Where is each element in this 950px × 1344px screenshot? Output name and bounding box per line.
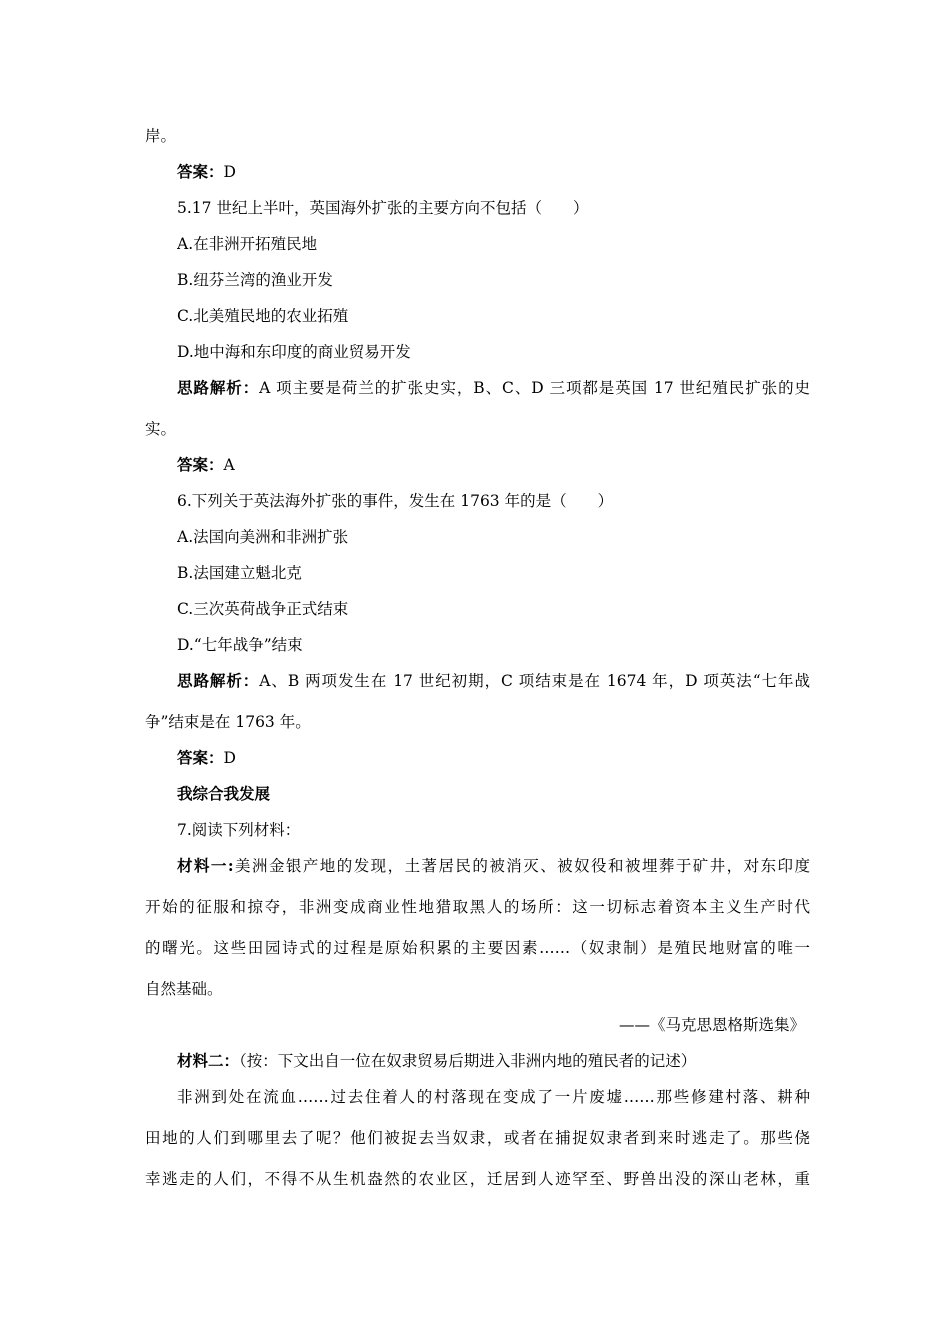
text-line: 非洲到处在流血……过去住着人的村落现在变成了一片废墟……那些修建村落、耕种 [177,1088,810,1106]
material-2-label: 材料二： [177,1051,240,1070]
text-line: 的曙光。这些田园诗式的过程是原始积累的主要因素……（奴隶制）是殖民地财富的唯一 [145,939,810,957]
material-2-text: （按：下文出自一位在奴隶贸易后期进入非洲内地的殖民者的记述） [239,1052,697,1070]
option-d: D.地中海和东印度的商业贸易开发 [177,343,411,361]
option-c: C.北美殖民地的农业拓殖 [177,307,349,325]
section-heading: 我综合我发展 [177,784,271,803]
question-6: 6.下列关于英法海外扩张的事件，发生在 1763 年的是（ ） [177,492,614,510]
material-1-text: 美洲金银产地的发现，土著居民的被消灭、被奴役和被埋葬于矿井，对东印度 [233,857,810,875]
option-a: A.法国向美洲和非洲扩张 [177,528,349,546]
answer-label: 答案： [177,748,224,767]
analysis-label: 思路解析： [177,671,260,690]
answer-line [177,455,810,475]
answer-value: D [223,163,236,181]
text-line: 自然基础。 [145,980,223,998]
material-1-line [177,856,810,876]
material-2-line [177,1051,810,1071]
text-line: 田地的人们到哪里去了呢？他们被捉去当奴隶，或者在捕捉奴隶者到来时逃走了。那些侥 [145,1129,810,1147]
option-b: B.法国建立魁北克 [177,564,302,582]
analysis-line [177,671,810,691]
analysis-text: A、B 两项发生在 17 世纪初期，C 项结束是在 1674 年，D 项英法“七年战 [259,672,810,690]
text-line: 岸。 [145,127,177,145]
analysis-label: 思路解析： [177,378,260,397]
material-1-label: 材料一: [177,856,234,875]
question-5: 5.17 世纪上半叶，英国海外扩张的主要方向不包括（ ） [177,199,589,217]
text-line: 幸逃走的人们，不得不从生机盎然的农业区，迁居到人迹罕至、野兽出没的深山老林，重 [145,1170,810,1188]
option-a: A.在非洲开拓殖民地 [177,235,318,253]
answer-line [177,162,810,182]
text-line: 开始的征服和掠夺，非洲变成商业性地猎取黑人的场所：这一切标志着资本主义生产时代 [145,898,810,916]
answer-label: 答案： [177,455,224,474]
answer-label: 答案： [177,162,224,181]
option-c: C.三次英荷战争正式结束 [177,600,349,618]
text-line: 争”结束是在 1763 年。 [145,713,311,731]
answer-line [177,748,810,768]
answer-value: A [223,456,235,474]
text-line: 实。 [145,420,177,438]
analysis-text: A 项主要是荷兰的扩张史实，B、C、D 三项都是英国 17 世纪殖民扩张的史 [259,379,810,397]
answer-value: D [223,749,236,767]
analysis-line [177,378,810,398]
option-b: B.纽芬兰湾的渔业开发 [177,271,333,289]
citation: ——《马克思恩格斯选集》 [618,1016,805,1034]
option-d: D.“七年战争”结束 [177,636,303,654]
question-7: 7.阅读下列材料： [177,821,301,839]
